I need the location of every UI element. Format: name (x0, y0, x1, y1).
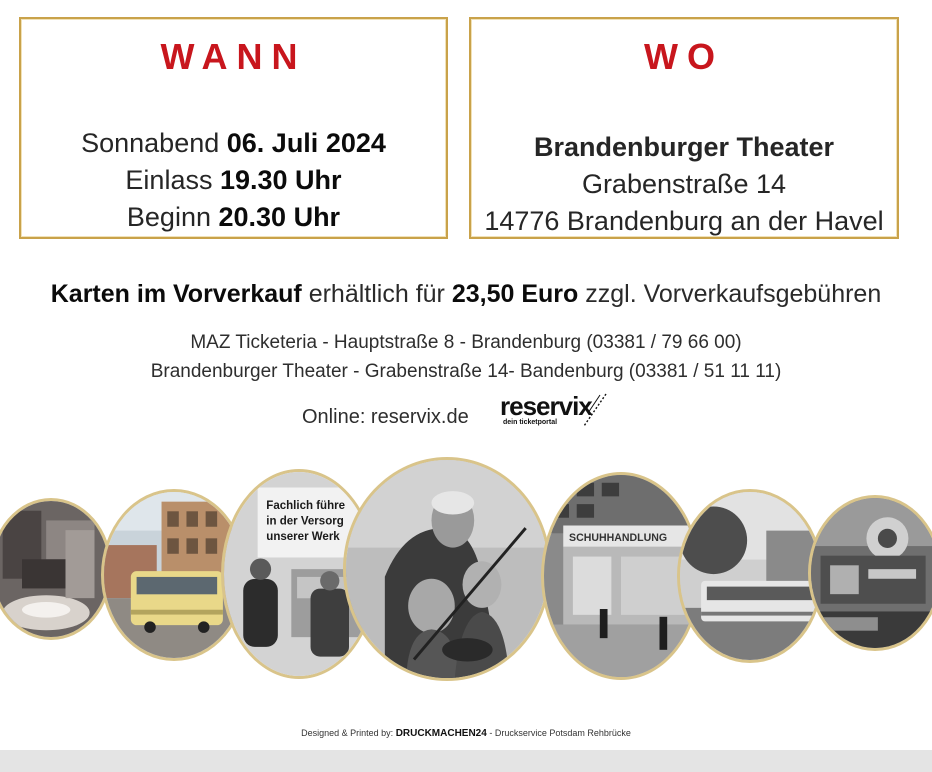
credit-brand: DRUCKMACHEN24 (395, 728, 487, 739)
reservix-wordmark: reservix (500, 391, 592, 421)
photo-violin-lesson (343, 457, 551, 681)
presale-info (0, 277, 932, 311)
start-time: 20.30 Uhr (218, 202, 341, 232)
presale-mid: erhältlich für (308, 280, 445, 308)
where-title: WO (644, 36, 724, 77)
print-credit (0, 727, 932, 740)
shop-sign-line-3: unserer Werk (266, 530, 340, 544)
outlet-maz: MAZ Ticketeria - Hauptstraße 8 - Brandenburg (03381 / 79 66 00) (190, 332, 742, 353)
date-line (21, 125, 446, 162)
photo-factory (808, 495, 932, 651)
outlet-theater: Brandenburger Theater - Grabenstraße 14- Bandenburg (03381 / 51 11 11) (150, 361, 782, 382)
admission-time: 19.30 Uhr (219, 165, 342, 195)
reservix-slash-icon (578, 393, 608, 427)
venue-name: Brandenburger Theater (533, 132, 835, 162)
store-sign: SCHUHHANDLUNG (569, 531, 668, 545)
photo-tram-street (677, 489, 823, 663)
start-line (21, 199, 446, 236)
reservix-logo[interactable] (500, 391, 610, 431)
reservix-tagline: dein ticketportal (503, 419, 558, 426)
admission-label: Einlass (125, 165, 213, 195)
presale-lead: Karten im Vorverkauf (50, 280, 302, 308)
venue-street: Grabenstraße 14 (581, 169, 787, 199)
start-label: Beginn (126, 202, 211, 232)
date-value: 06. Juli 2024 (226, 128, 386, 158)
when-box (19, 17, 448, 239)
venue-city: 14776 Brandenburg an der Havel (484, 206, 884, 236)
where-box (469, 17, 899, 239)
online-link[interactable]: Online: reservix.de (302, 406, 469, 428)
when-title: WANN (160, 36, 307, 77)
presale-fees: zzgl. Vorverkaufsgebühren (585, 280, 882, 308)
photo-steel-mill (0, 498, 112, 640)
credit-suffix: - Druckservice Potsdam Rehbrücke (489, 728, 631, 738)
date-label: Sonnabend (81, 128, 220, 158)
admission-line (21, 162, 446, 199)
shop-sign-line-1: Fachlich führe (266, 499, 346, 512)
credit-prefix: Designed & Printed by: (301, 728, 394, 738)
ticket-price: 23,50 Euro (451, 280, 579, 308)
shop-sign-line-2: in der Versorg (266, 515, 344, 528)
